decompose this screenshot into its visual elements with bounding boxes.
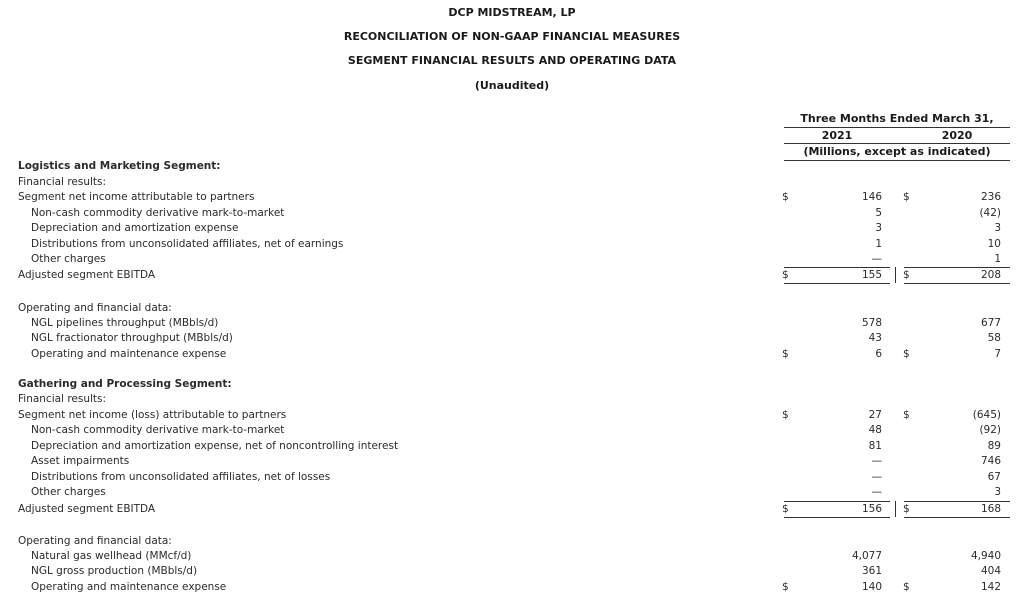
row-label: Other charges: [31, 486, 106, 498]
report-subtitle: SEGMENT FINANCIAL RESULTS AND OPERATING DATA: [347, 54, 677, 67]
table-row: [0, 423, 1024, 438]
table-row: [0, 502, 1024, 517]
section-heading: Logistics and Marketing Segment:: [18, 160, 221, 172]
value-2020: 3: [994, 222, 1001, 234]
dollar-sign-2021: $: [782, 581, 789, 593]
value-2021: 146: [861, 191, 882, 203]
value-2021: 27: [868, 409, 882, 421]
total-rule: [904, 517, 1010, 518]
table-row: [0, 377, 1024, 392]
row-label: Operating and maintenance expense: [31, 348, 227, 360]
subtotal-rule: [904, 501, 1010, 502]
table-row: [0, 347, 1024, 362]
value-2020: (42): [979, 207, 1001, 219]
value-2021: 4,077: [851, 550, 882, 562]
value-2021: —: [871, 471, 882, 483]
value-2021: —: [871, 486, 882, 498]
row-label: Operating and maintenance expense: [31, 581, 227, 593]
table-row: [0, 564, 1024, 579]
row-label: Adjusted segment EBITDA: [18, 269, 156, 281]
value-2021: —: [871, 455, 882, 467]
row-label: Adjusted segment EBITDA: [18, 503, 156, 515]
total-rule: [784, 283, 890, 284]
value-2020: 7: [994, 348, 1001, 360]
value-2020: 58: [987, 332, 1001, 344]
table-row: [0, 301, 1024, 316]
value-2021: 81: [868, 440, 882, 452]
section-heading: Gathering and Processing Segment:: [18, 378, 232, 390]
table-row: [0, 408, 1024, 423]
value-2021: 43: [868, 332, 882, 344]
value-2021: —: [871, 253, 882, 265]
value-2021: 5: [875, 207, 882, 219]
table-row: [0, 268, 1024, 283]
dollar-sign-2020: $: [903, 503, 910, 515]
dollar-sign-2020: $: [903, 581, 910, 593]
value-2020: (92): [979, 424, 1001, 436]
value-2020: 3: [994, 486, 1001, 498]
row-label: NGL pipelines throughput (MBbls/d): [31, 317, 219, 329]
row-label: Segment net income (loss) attributable to partners: [18, 409, 287, 421]
table-row: [0, 331, 1024, 346]
row-label: Distributions from unconsolidated affiliates, net of losses: [31, 471, 331, 483]
value-2021: 140: [861, 581, 882, 593]
unaudited-note: (Unaudited): [474, 79, 550, 92]
column-separator: [895, 501, 896, 517]
subtotal-rule: [784, 267, 890, 268]
table-row: [0, 159, 1024, 174]
value-2020: (645): [972, 409, 1001, 421]
dollar-sign-2021: $: [782, 503, 789, 515]
table-row: [0, 221, 1024, 236]
row-label: Non-cash commodity derivative mark-to-market: [31, 207, 285, 219]
value-2020: 1: [994, 253, 1001, 265]
value-2020: 10: [987, 238, 1001, 250]
table-row: [0, 206, 1024, 221]
row-label: Operating and financial data:: [18, 535, 172, 547]
value-2020: 4,940: [970, 550, 1001, 562]
column-separator: [895, 267, 896, 283]
value-2021: 155: [861, 269, 882, 281]
dollar-sign-2020: $: [903, 409, 910, 421]
period-header: Three Months Ended March 31,: [800, 112, 994, 125]
value-2021: 1: [875, 238, 882, 250]
row-label: Depreciation and amortization expense: [31, 222, 239, 234]
company-name: DCP MIDSTREAM, LP: [448, 6, 576, 19]
table-row: [0, 549, 1024, 564]
subtotal-rule: [904, 267, 1010, 268]
total-rule: [784, 517, 890, 518]
table-row: [0, 175, 1024, 190]
table-row: [0, 454, 1024, 469]
row-label: Non-cash commodity derivative mark-to-market: [31, 424, 285, 436]
value-2020: 168: [980, 503, 1001, 515]
value-2020: 208: [980, 269, 1001, 281]
value-2020: 236: [980, 191, 1001, 203]
table-row: [0, 485, 1024, 500]
year-underline: [784, 143, 1010, 144]
units-header: (Millions, except as indicated): [803, 145, 991, 158]
table-row: [0, 190, 1024, 205]
value-2021: 48: [868, 424, 882, 436]
value-2020: 142: [980, 581, 1001, 593]
table-row: [0, 439, 1024, 454]
row-label: NGL gross production (MBbls/d): [31, 565, 198, 577]
table-row: [0, 252, 1024, 267]
year-2021-header: 2021: [821, 129, 853, 142]
row-label: Financial results:: [18, 176, 107, 188]
subtotal-rule: [784, 501, 890, 502]
dollar-sign-2020: $: [903, 191, 910, 203]
row-label: Depreciation and amortization expense, net of noncontrolling interest: [31, 440, 399, 452]
table-row: [0, 470, 1024, 485]
period-underline: [784, 127, 1010, 128]
row-label: Distributions from unconsolidated affiliates, net of earnings: [31, 238, 344, 250]
row-label: NGL fractionator throughput (MBbls/d): [31, 332, 233, 344]
table-row: [0, 316, 1024, 331]
table-row: [0, 392, 1024, 407]
dollar-sign-2021: $: [782, 409, 789, 421]
total-rule: [904, 283, 1010, 284]
row-label: Segment net income attributable to partners: [18, 191, 255, 203]
value-2021: 361: [861, 565, 882, 577]
dollar-sign-2020: $: [903, 269, 910, 281]
value-2020: 67: [987, 471, 1001, 483]
table-row: [0, 580, 1024, 595]
dollar-sign-2021: $: [782, 348, 789, 360]
value-2020: 89: [987, 440, 1001, 452]
value-2020: 677: [980, 317, 1001, 329]
row-label: Natural gas wellhead (MMcf/d): [31, 550, 192, 562]
value-2020: 746: [980, 455, 1001, 467]
value-2021: 6: [875, 348, 882, 360]
table-row: [0, 237, 1024, 252]
value-2021: 156: [861, 503, 882, 515]
dollar-sign-2020: $: [903, 348, 910, 360]
report-title: RECONCILIATION OF NON-GAAP FINANCIAL MEASURES: [343, 30, 681, 43]
table-row: [0, 534, 1024, 549]
value-2021: 578: [861, 317, 882, 329]
dollar-sign-2021: $: [782, 269, 789, 281]
row-label: Asset impairments: [31, 455, 130, 467]
dollar-sign-2021: $: [782, 191, 789, 203]
row-label: Other charges: [31, 253, 106, 265]
value-2021: 3: [875, 222, 882, 234]
row-label: Financial results:: [18, 393, 107, 405]
value-2020: 404: [980, 565, 1001, 577]
row-label: Operating and financial data:: [18, 302, 172, 314]
year-2020-header: 2020: [941, 129, 973, 142]
